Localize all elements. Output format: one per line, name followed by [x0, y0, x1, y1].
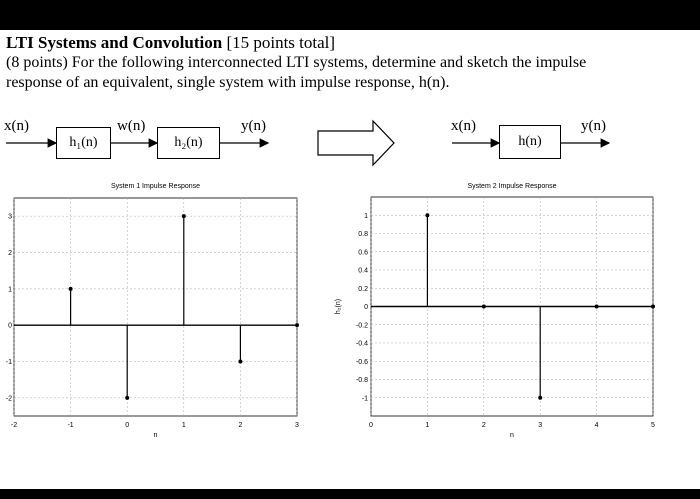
x-tick-label: 4 [594, 422, 599, 429]
y-tick-label: 0.6 [358, 249, 368, 257]
h2-block: h₂(n) [157, 127, 220, 159]
y-axis-label: h₂(n) [335, 298, 342, 315]
right-input-label: x(n) [451, 118, 476, 134]
x-axis-label: n [153, 432, 158, 439]
x-tick-label: 2 [238, 422, 243, 429]
x-axis-label: n [510, 432, 514, 439]
points-total: [15 points total] [226, 33, 336, 52]
plot-frame [14, 198, 297, 416]
right-output-label: y(n) [581, 118, 606, 134]
stem-marker [425, 213, 429, 217]
y-tick-label: 0.2 [358, 285, 368, 293]
chart-system2 [335, 183, 655, 439]
y-tick-label: 1 [364, 212, 368, 220]
x-tick-label: 2 [481, 422, 486, 429]
y-tick-label: 3 [8, 213, 12, 221]
problem-line-1: (8 points) For the following interconnected LTI systems, determine and sketch the impulse [6, 54, 587, 71]
y-tick-label: 0.4 [358, 267, 368, 275]
stem-marker [295, 323, 299, 327]
x-tick-label: 1 [181, 422, 186, 429]
stem-marker [482, 305, 486, 309]
stem-marker [595, 305, 599, 309]
equivalence-arrow-icon [318, 121, 394, 165]
chart-system1 [6, 183, 299, 439]
y-tick-label: -1 [5, 359, 12, 366]
problem-title: LTI Systems and Convolution [6, 33, 223, 52]
left-input-label: x(n) [4, 118, 29, 134]
problem-line-2: response of an equivalent, single system with impulse response, h(n). [6, 74, 450, 91]
stem-marker [182, 214, 186, 218]
y-tick-label: 0 [364, 304, 368, 311]
h-block: h(n) [499, 125, 561, 159]
x-tick-label: 1 [425, 422, 430, 429]
x-tick-label: -2 [10, 422, 18, 429]
h1-block: h₁(n) [56, 127, 111, 159]
x-tick-label: 0 [125, 422, 130, 429]
chart-title: System 2 Impulse Response [467, 183, 557, 190]
x-tick-label: 0 [369, 422, 373, 429]
y-tick-label: 2 [8, 250, 12, 257]
y-tick-label: 1 [8, 286, 12, 294]
y-tick-label: -0.4 [355, 340, 368, 348]
y-tick-label: 0 [8, 322, 12, 330]
x-tick-label: 5 [651, 422, 655, 429]
stem-marker [538, 396, 542, 400]
y-tick-label: -0.8 [355, 377, 368, 384]
x-tick-label: 3 [295, 422, 299, 429]
intermediate-label: w(n) [117, 118, 146, 134]
chart-title: System 1 Impulse Response [110, 183, 201, 190]
y-tick-label: -0.6 [355, 358, 368, 366]
y-tick-label: -2 [5, 395, 12, 403]
stem-marker [238, 360, 242, 364]
stem-marker [651, 305, 655, 309]
x-tick-label: -1 [67, 422, 74, 429]
x-tick-label: 3 [538, 422, 543, 429]
y-tick-label: 0.8 [358, 231, 368, 238]
stem-marker [125, 396, 129, 400]
stem-marker [69, 287, 73, 291]
left-output-label: y(n) [241, 118, 266, 134]
y-tick-label: -1 [361, 395, 368, 403]
y-tick-label: -0.2 [355, 322, 368, 330]
